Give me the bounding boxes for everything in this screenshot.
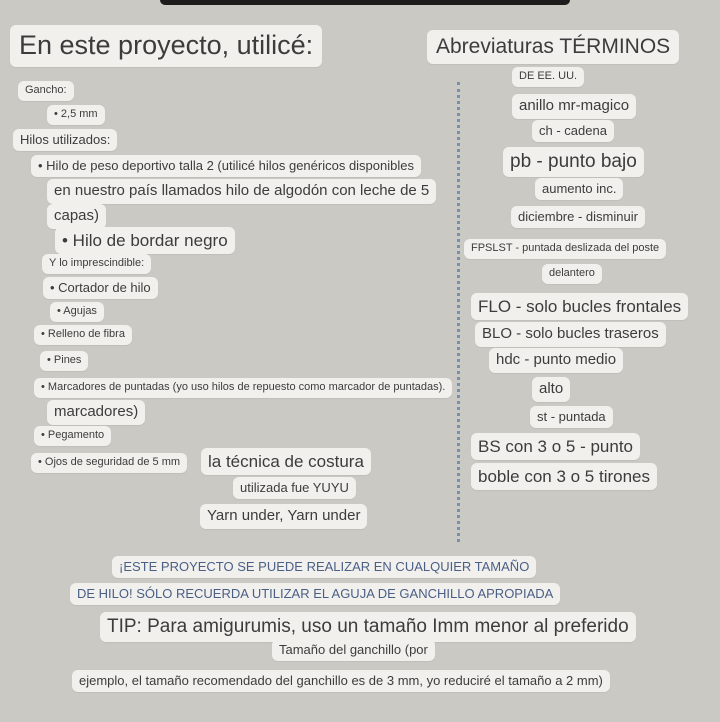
right-line: alto [532, 377, 570, 402]
left-line: • Ojos de seguridad de 5 mm [31, 453, 187, 473]
bottom-line: Tamaño del ganchillo (por [272, 639, 435, 661]
left-line: Y lo imprescindible: [42, 254, 151, 274]
right-line: anillo mr-magico [512, 94, 636, 119]
left-line: la técnica de costura [201, 448, 371, 475]
left-line: • Hilo de bordar negro [55, 227, 235, 254]
left-line: • Hilo de peso deportivo talla 2 (utilicé hilos genéricos disponibles [31, 155, 421, 177]
bottom-caps-line: ¡ESTE PROYECTO SE PUEDE REALIZAR EN CUALQUIER TAMAÑO [112, 556, 536, 578]
right-title: Abreviaturas TÉRMINOS [427, 30, 679, 64]
top-bar [160, 0, 570, 5]
left-title: En este proyecto, utilicé: [10, 25, 322, 67]
left-line: • Pines [40, 351, 88, 371]
right-line: BLO - solo bucles traseros [475, 322, 666, 347]
right-line: ch - cadena [532, 120, 614, 142]
left-line: en nuestro país llamados hilo de algodón con leche de 5 [47, 179, 436, 204]
right-line: diciembre - disminuir [511, 206, 645, 228]
left-line: marcadores) [47, 400, 145, 425]
right-line: boble con 3 o 5 tirones [471, 463, 657, 490]
right-line: FPSLST - puntada deslizada del poste [464, 239, 666, 259]
right-line: pb - punto bajo [503, 147, 644, 177]
left-line: • Cortador de hilo [43, 277, 158, 299]
left-line: utilizada fue YUYU [233, 477, 356, 499]
bottom-line: ejemplo, el tamaño recomendado del ganchillo es de 3 mm, yo reduciré el tamaño a 2 mm) [72, 670, 610, 692]
bottom-caps-line: DE HILO! SÓLO RECUERDA UTILIZAR EL AGUJA DE GANCHILLO APROPIADA [70, 583, 560, 605]
left-line: • Relleno de fibra [34, 325, 132, 345]
tip-line: TIP: Para amigurumis, uso un tamaño Imm menor al preferido [100, 612, 636, 642]
left-line: Gancho: [18, 81, 74, 101]
left-line: capas) [47, 204, 106, 229]
left-line: • Marcadores de puntadas (yo uso hilos de repuesto como marcador de puntadas). [34, 378, 452, 398]
right-line: BS con 3 o 5 - punto [471, 433, 640, 460]
left-line: • Agujas [50, 302, 104, 322]
left-line: • 2,5 mm [47, 105, 105, 125]
right-line: st - puntada [530, 406, 613, 428]
left-line: • Pegamento [34, 426, 111, 446]
column-divider [457, 82, 460, 542]
right-line: FLO - solo bucles frontales [471, 293, 688, 320]
right-line: hdc - punto medio [489, 348, 623, 373]
right-line: DE EE. UU. [512, 67, 584, 87]
right-line: delantero [542, 264, 602, 284]
left-line: Yarn under, Yarn under [200, 504, 367, 529]
right-line: aumento inc. [535, 178, 623, 200]
left-line: Hilos utilizados: [13, 129, 117, 151]
